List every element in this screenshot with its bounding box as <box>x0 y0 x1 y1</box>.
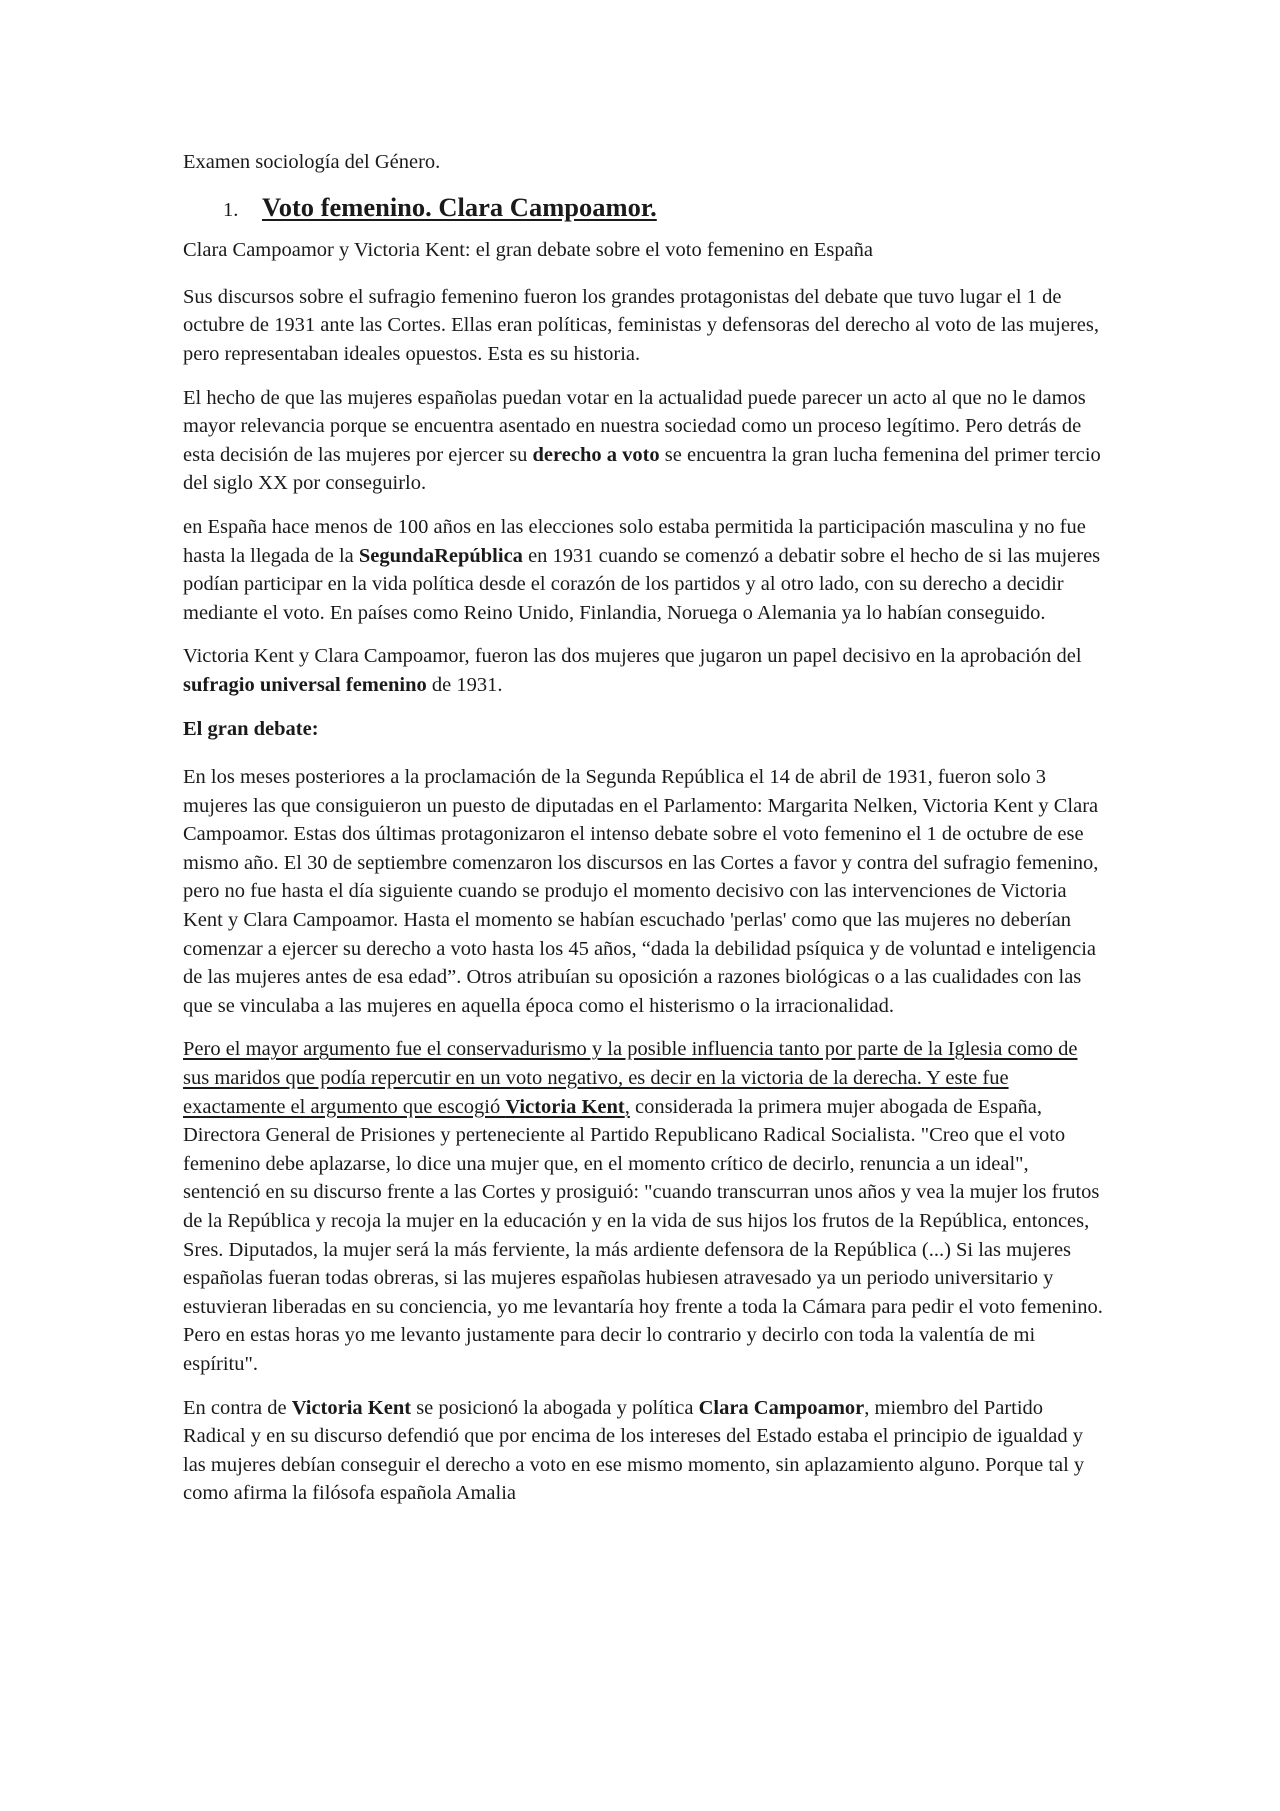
paragraph-4 <box>183 642 1103 699</box>
paragraph-6-underlined-tail: , <box>624 1095 630 1118</box>
heading-text: Voto femenino. Clara Campoamor. <box>262 191 657 222</box>
paragraph-2 <box>183 384 1103 498</box>
paragraph-7 <box>183 1394 1103 1508</box>
paragraph-7-text-c: se posicionó la abogada y política <box>411 1396 699 1419</box>
paragraph-4-text-c: de 1931. <box>426 673 503 696</box>
paragraph-2-text-c: se encuentra la gran lucha femenina del primer tercio del siglo XX por conseguirlo. <box>183 443 1101 495</box>
subsection-heading: El gran debate: <box>183 717 319 740</box>
document-body <box>183 148 1103 1523</box>
paragraph-3-bold: SegundaRepública <box>358 544 523 567</box>
paragraph-4-text-a: Victoria Kent y Clara Campoamor, fueron las dos mujeres que jugaron un papel decisivo en la aprobación del <box>183 645 1082 668</box>
paragraph-3-text-c: en 1931 cuando se comenzó a debatir sobre el hecho de si las mujeres podían participar en la vida política desde el corazón de los partidos y al otro lado, con su derecho a decidir mediante el voto. En países como Reino Unido, Finlandia, Noruega o Alemania ya lo habían conseguido. <box>183 544 1101 624</box>
paragraph-3 <box>183 513 1103 627</box>
section-heading-numbered <box>223 191 1103 225</box>
paragraph-6 <box>183 1035 1103 1378</box>
paragraph-5: En los meses posteriores a la proclamación de la Segunda República el 14 de abril de 1931, fueron solo 3 mujeres las que consiguieron un puesto de diputadas en el Parlamento: Margarita Nelken, Victoria Kent y Clara Campoamor. Estas dos últimas protagonizaron el intenso debate sobre el voto femenino el 1 de octubre de ese mismo año. El 30 de septiembre comenzaron los discursos en las Cortes a favor y contra del sufragio femenino, pero no fue hasta el día siguiente cuando se produjo el momento decisivo con las intervenciones de Victoria Kent y Clara Campoamor. Hasta el momento se habían escuchado 'perlas' como que las mujeres no deberían comenzar a ejercer su derecho a voto hasta los 45 años, “dada la debilidad psíquica y de voluntad e inteligencia de las mujeres antes de esa edad”. Otros atribuían su oposición a razones biológicas o a las cualidades con las que se vinculaba a las mujeres en aquella época como el histerismo o la irracionalidad. <box>183 766 1099 1017</box>
paragraph-7-text-e: , miembro del Partido Radical y en su discurso defendió que por encima de los intereses del Estado estaba el principio de igualdad y las mujeres debían conseguir el derecho a voto en ese mismo momento, sin aplazamiento alguno. Porque tal y como afirma la filósofa española Amalia <box>183 1396 1085 1505</box>
paragraph-6-bold-underlined: Victoria Kent <box>505 1095 625 1118</box>
document-title: Examen sociología del Género. <box>183 151 441 173</box>
paragraph-2-bold: derecho a voto <box>532 443 660 466</box>
paragraph-6-rest: considerada la primera mujer abogada de España, Directora General de Prisiones y perteneciente al Partido Republicano Radical Socialista. "Creo que el voto femenino debe aplazarse, lo dice una mujer que, en el momento crítico de decirlo, renuncia a un ideal", sentenció en su discurso frente a las Cortes y prosiguió: "cuando transcurran unos años y vea la mujer los frutos de la República y recoja la mujer en la educación y en la vida de sus hijos los frutos de la República, entonces, Sres. Diputados, la mujer será la más ferviente, la más ardiente defensora de la República (...) Si las mujeres españolas fueran todas obreras, si las mujeres españolas hubiesen atravesado ya un periodo universitario y estuvieran liberadas en su conciencia, yo me levantaría hoy frente a toda la Cámara para pedir el voto femenino. Pero en estas horas yo me levanto justamente para decir lo contrario y decirlo con toda la valentía de mi espíritu". <box>183 1095 1103 1375</box>
paragraph-4-bold: sufragio universal femenino <box>183 673 427 696</box>
paragraph-7-bold-1: Victoria Kent <box>291 1396 412 1419</box>
paragraph-6-underlined: Pero el mayor argumento fue el conservadurismo y la posible influencia tanto por parte de la Iglesia como de sus maridos que podía repercutir en un voto negativo, es decir en la victoria de la derecha. Y este fue exactamente el argumento que escogió <box>183 1038 1078 1118</box>
article-subtitle: Clara Campoamor y Victoria Kent: el gran debate sobre el voto femenino en España <box>183 239 874 262</box>
paragraph-7-bold-2: Clara Campoamor <box>698 1396 865 1419</box>
paragraph-7-text-a: En contra de <box>183 1396 292 1419</box>
paragraph-3-text-a: en España hace menos de 100 años en las elecciones solo estaba permitida la participación masculina y no fue hasta la llegada de la <box>183 515 1086 567</box>
paragraph-2-text-a: El hecho de que las mujeres españolas puedan votar en la actualidad puede parecer un acto al que no le damos mayor relevancia porque se encuentra asentado en nuestra sociedad como un proceso legítimo. Pero detrás de esta decisión de las mujeres por ejercer su <box>183 386 1086 466</box>
paragraph-1: Sus discursos sobre el sufragio femenino fueron los grandes protagonistas del debate que tuvo lugar el 1 de octubre de 1931 ante las Cortes. Ellas eran políticas, feministas y defensoras del derecho al voto de las mujeres, pero representaban ideales opuestos. Esta es su historia. <box>183 285 1099 365</box>
list-number: 1. <box>223 198 239 221</box>
